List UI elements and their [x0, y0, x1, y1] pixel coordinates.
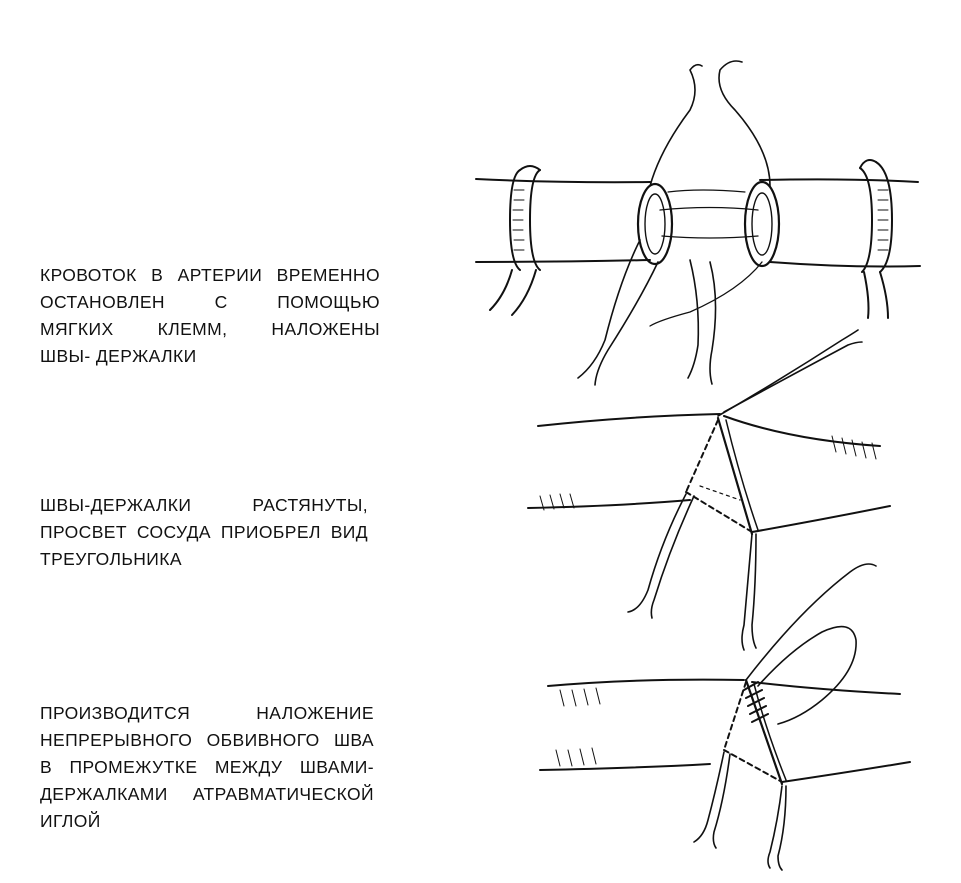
fig2-lower-thread-4: [752, 534, 756, 648]
fig3-lumen-base: [724, 750, 782, 782]
fig2-bottom-wall-right: [752, 506, 890, 532]
figure-1-clamped-artery: [476, 61, 920, 385]
right-soft-clamp: [860, 160, 892, 318]
caption-1-line-1: КРОВОТОК В АРТЕРИИ ВРЕМЕННО: [40, 265, 380, 285]
fig3-needle-loop: [758, 627, 856, 724]
figure-2-triangulated-lumen: [528, 330, 890, 650]
right-vessel-lumen: [752, 193, 772, 255]
caption-1-line-2: ОСТАНОВЛЕН С ПОМОЩЬЮ: [40, 292, 380, 312]
left-soft-clamp: [490, 166, 540, 315]
fig2-top-wall-right: [724, 416, 880, 446]
caption-2-line-3: ТРЕУГОЛЬНИКА: [40, 549, 182, 569]
caption-3-line-4: ДЕРЖАЛКАМИ АТРАВМАТИЧЕСКОЙ: [40, 784, 374, 804]
upper-thread-left: [650, 65, 702, 186]
caption-2-line-2: ПРОСВЕТ СОСУДА ПРИОБРЕЛ ВИД: [40, 522, 368, 542]
stay-suture-lower: [662, 236, 758, 238]
fig2-lumen-back-edge: [686, 420, 718, 492]
right-vessel-cut-end: [745, 182, 779, 266]
fig3-top-wall-right: [752, 682, 900, 694]
caption-3-line-2: НЕПРЕРЫВНОГО ОБВИВНОГО ШВА: [40, 730, 374, 750]
fig3-continuous-stitches: [744, 682, 768, 722]
fig2-lower-thread-1: [628, 494, 686, 612]
lower-thread-2: [595, 262, 658, 385]
left-vessel-cut-end: [638, 184, 672, 264]
fig3-lower-thread-4: [778, 786, 786, 870]
fig2-lower-thread-3: [742, 534, 752, 650]
caption-2-line-1: ШВЫ-ДЕРЖАЛКИ РАСТЯНУТЫ,: [40, 495, 368, 515]
right-vessel-top-wall: [760, 179, 918, 182]
figure-3-continuous-suture: [540, 564, 910, 870]
upper-thread-right: [719, 61, 770, 186]
stay-suture-upper: [660, 208, 758, 211]
fig3-bottom-wall-left: [540, 764, 710, 770]
right-vessel-bottom-wall: [770, 262, 920, 267]
fig3-lower-thread-3: [768, 786, 782, 868]
left-vessel-top-wall: [476, 179, 650, 182]
lower-thread-5: [650, 262, 762, 326]
fig3-lower-thread-2: [713, 754, 730, 848]
left-vessel-bottom-wall: [476, 260, 650, 262]
caption-3-line-3: В ПРОМЕЖУТКЕ МЕЖДУ ШВАМИ-: [40, 757, 374, 777]
caption-3-line-1: ПРОИЗВОДИТСЯ НАЛОЖЕНИЕ: [40, 703, 374, 723]
fig2-lumen-front-edge: [718, 418, 752, 534]
caption-3-line-5: ИГЛОЙ: [40, 811, 101, 831]
fig3-top-wall-left: [548, 680, 744, 686]
lower-thread-4: [710, 262, 716, 384]
fig2-top-wall-left: [538, 414, 720, 426]
suture-top-strand: [668, 190, 745, 192]
fig3-bottom-wall-right: [782, 762, 910, 782]
caption-1-line-3: МЯГКИХ КЛЕММ, НАЛОЖЕНЫ: [40, 319, 380, 339]
fig3-lumen-back-edge: [724, 682, 746, 750]
fig3-upper-stay-suture: [746, 564, 876, 680]
left-vessel-lumen: [645, 194, 665, 254]
lower-thread-3: [688, 260, 698, 378]
caption-1-line-4: ШВЫ- ДЕРЖАЛКИ: [40, 346, 197, 366]
